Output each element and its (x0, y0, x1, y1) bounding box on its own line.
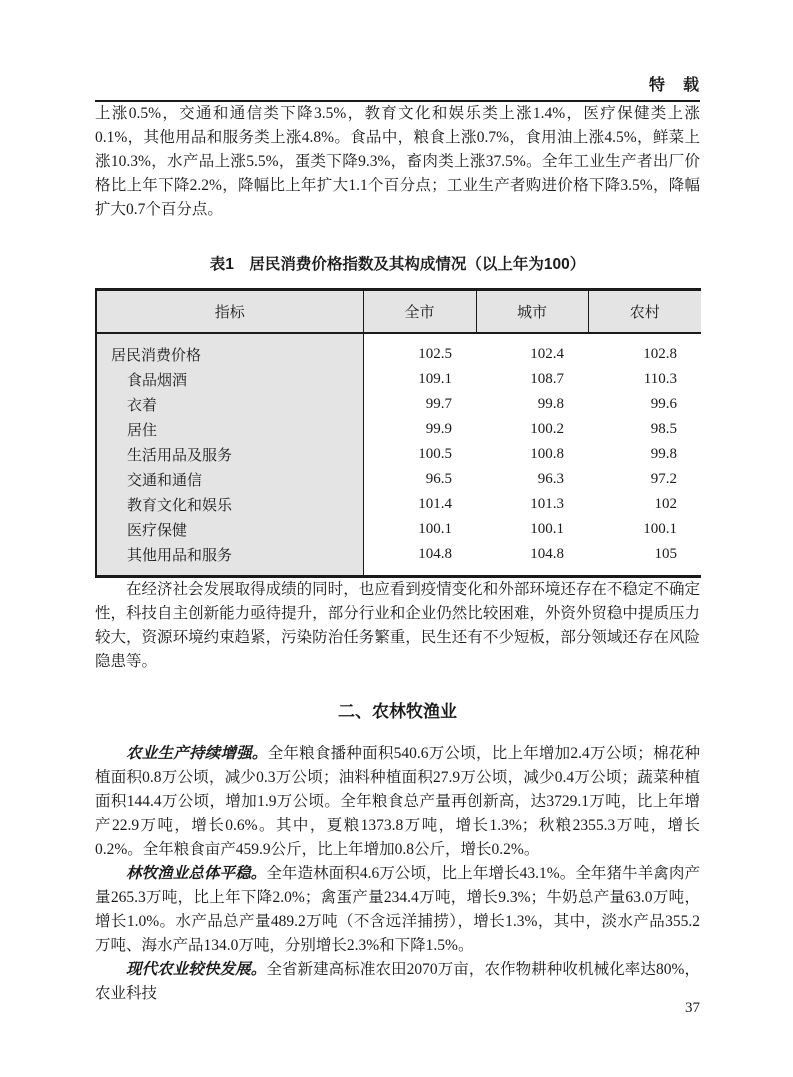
column-header-indicator: 指标 (96, 290, 363, 334)
row-value: 101.4 (418, 496, 452, 512)
cpi-table (95, 288, 701, 578)
table-row (96, 442, 701, 467)
table-row (96, 333, 701, 367)
row-value: 102.8 (643, 346, 677, 362)
paragraph-price-changes: 上涨0.5%，交通和通信类下降3.5%，教育文化和娱乐类上涨1.4%，医疗保健类上涨0.1%，其他用品和服务类上涨4.8%。食品中，粮食上涨0.7%，食用油上涨4.5%，鲜菜上涨10.3%，水产品上涨5.5%，蛋类下降9.3%，畜肉类上涨37.5%。全年工业生产者出厂价格比上年下降2.2%，降幅比上年扩大1.1个百分点；工业生产者购进价格下降3.5%，降幅扩大0.7个百分点。 (95, 105, 700, 218)
table-row (96, 492, 701, 517)
row-value: 100.2 (530, 421, 564, 437)
row-value: 100.1 (643, 521, 677, 537)
paragraph-lead-in: 林牧渔业总体平稳。 (126, 865, 267, 882)
row-value: 110.3 (643, 371, 677, 387)
row-value: 99.6 (650, 396, 677, 412)
row-value: 109.1 (418, 371, 452, 387)
column-header-rural: 农村 (588, 290, 701, 334)
row-label: 生活用品及服务 (96, 442, 363, 467)
row-value: 98.5 (650, 421, 677, 437)
row-value: 100.1 (418, 521, 452, 537)
table-row (96, 367, 701, 392)
row-value: 105 (654, 546, 677, 562)
section-heading: 二、农林牧渔业 (338, 702, 457, 721)
row-label: 医疗保健 (96, 517, 363, 542)
row-value: 97.2 (650, 471, 677, 487)
row-label: 衣着 (96, 392, 363, 417)
row-value: 99.7 (425, 396, 452, 412)
paragraph-outlook: 在经济社会发展取得成绩的同时，也应看到疫情变化和外部环境还存在不稳定不确定性，科技自主创新能力亟待提升，部分行业和企业仍然比较困难，外资外贸稳中提质压力较大，资源环境约束趋紧，污染防治任务繁重，民生还有不少短板，部分领域还存在风险隐患等。 (95, 581, 700, 670)
row-value: 102 (654, 496, 677, 512)
page-header (95, 76, 700, 102)
table-header-row (96, 290, 701, 334)
page-number: 37 (685, 1000, 700, 1016)
paragraph-body: 全省新建高标准农田2070万亩，农作物耕种收机械化率达80%，农业科技 (95, 961, 700, 1002)
header-title: 特 载 (648, 77, 700, 94)
paragraph-lead-in: 现代农业较快发展。 (126, 961, 267, 978)
row-value: 100.1 (530, 521, 564, 537)
row-label: 交通和通信 (96, 467, 363, 492)
table-row (96, 392, 701, 417)
row-value: 99.8 (650, 446, 677, 462)
row-value: 104.8 (530, 546, 564, 562)
row-label: 教育文化和娱乐 (96, 492, 363, 517)
row-label: 其他用品和服务 (96, 542, 363, 577)
column-header-urban: 城市 (476, 290, 588, 334)
paragraph-modern-agriculture (95, 958, 700, 1006)
row-value: 100.5 (418, 446, 452, 462)
row-value: 102.5 (418, 346, 452, 362)
paragraph-body: 全年粮食播种面积540.6万公顷，比上年增加2.4万公顷；棉花种植面积0.8万公顷，减少0.3万公顷；油料种植面积27.9万公顷，减少0.4万公顷；蔬菜种植面积144.4万公顷，增加1.9万公顷。全年粮食总产量再创新高，达3729.1万吨，比上年增产22.9万吨，增长0.6%。其中，夏粮1373.8万吨，增长1.3%；秋粮2355.3万吨，增长0.2%。全年粮食亩产459.9公斤，比上年增加0.8公斤，增长0.2%。 (95, 745, 700, 858)
row-value: 104.8 (418, 546, 452, 562)
row-value: 96.3 (537, 471, 564, 487)
row-label: 食品烟酒 (96, 367, 363, 392)
row-label: 居民消费价格 (96, 333, 363, 367)
table-row (96, 417, 701, 442)
row-label: 居住 (96, 417, 363, 442)
row-value: 96.5 (425, 471, 452, 487)
page-content (95, 0, 700, 1006)
row-value: 101.3 (530, 496, 564, 512)
table-title: 表1 居民消费价格指数及其构成情况（以上年为100） (209, 256, 586, 273)
row-value: 100.8 (530, 446, 564, 462)
row-value: 108.7 (530, 371, 564, 387)
paragraph-forestry-fishery (95, 862, 700, 958)
row-value: 102.4 (530, 346, 564, 362)
row-value: 99.9 (425, 421, 452, 437)
paragraph-lead-in: 农业生产持续增强。 (126, 745, 268, 762)
row-value: 99.8 (537, 396, 564, 412)
table-row (96, 467, 701, 492)
table-row (96, 517, 701, 542)
paragraph-body: 全年造林面积4.6万公顷，比上年增长43.1%。全年猪牛羊禽肉产量265.3万吨，比上年下降2.0%；禽蛋产量234.4万吨，增长9.3%；牛奶总产量63.0万吨，增长1.0%。水产品总产量489.2万吨（不含远洋捕捞），增长1.3%，其中，淡水产品355.2万吨、海水产品134.0万吨，分别增长2.3%和下降1.5%。 (95, 865, 700, 954)
table-row (96, 542, 701, 577)
paragraph-agriculture-production (95, 742, 700, 862)
table-body (96, 333, 701, 577)
column-header-citywide: 全市 (363, 290, 476, 334)
